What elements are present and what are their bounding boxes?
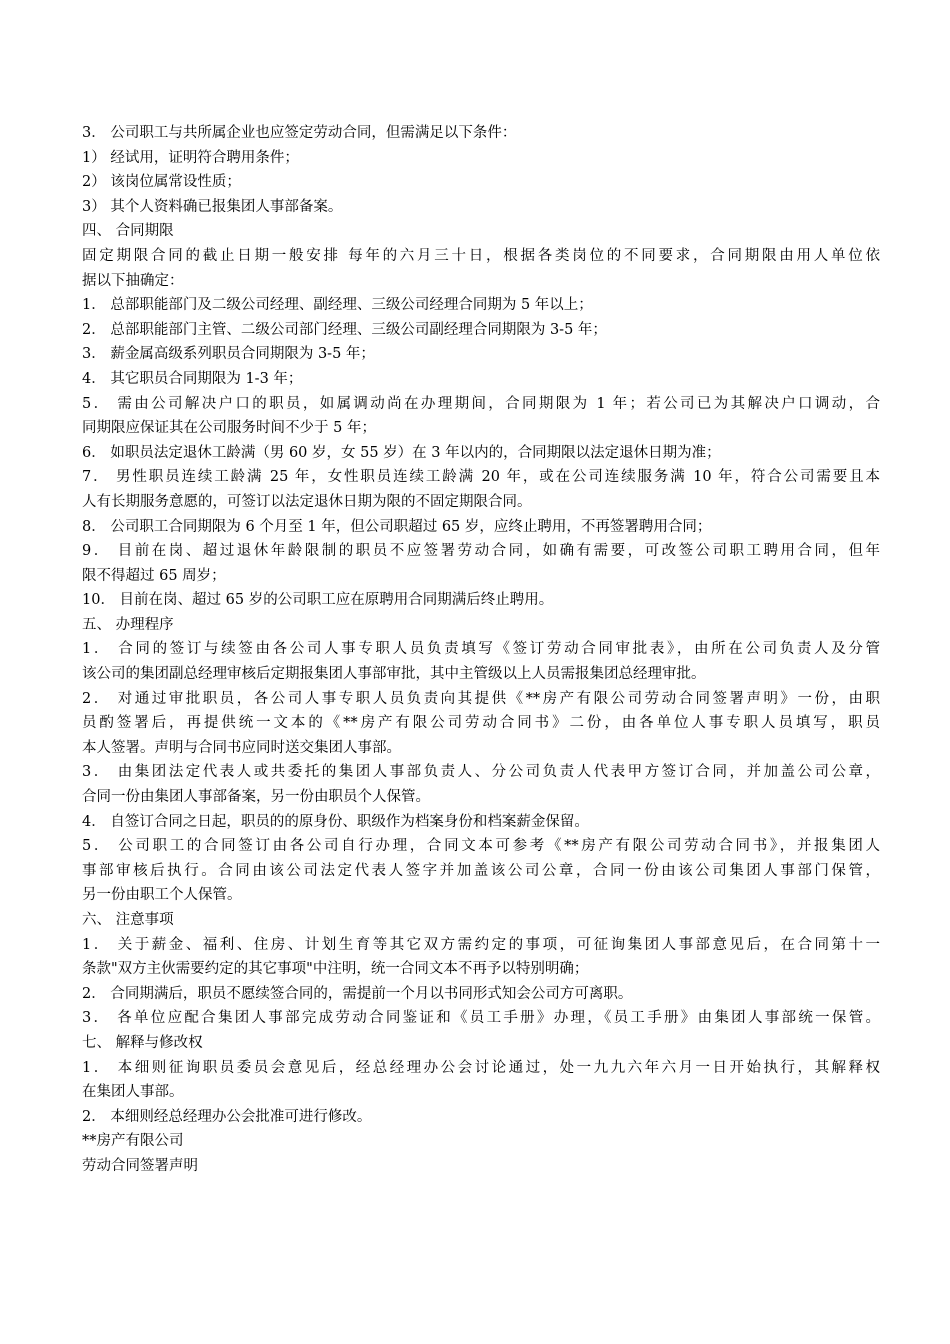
- text-line: 事部审核后执行。合同由该公司法定代表人签字并加盖该公司公章，合同一份由该公司集团人事部门保管，: [82, 862, 880, 879]
- text-line: 该公司的集团副总经理审核后定期报集团人事部审批，其中主管级以上人员需报集团总经理审批。: [82, 666, 706, 683]
- text-line: 9． 目前在岗、超过退休年龄限制的职员不应签署劳动合同，如确有需要，可改签公司职工聘用合同，但年: [82, 543, 880, 560]
- text-line: 1． 本细则征询职员委员会意见后，经总经理办公会讨论通过，处一九九六年六月一日开始执行，其解释权: [82, 1059, 880, 1076]
- text-line: 据以下抽确定：: [82, 272, 184, 289]
- text-line: 另一份由职工个人保管。: [82, 887, 242, 904]
- text-line: 5． 需由公司解决户口的职员，如属调动尚在办理期间，合同期限为 1 年；若公司已为其解决户口调动，合: [82, 395, 880, 412]
- text-line: 2） 该岗位属常设性质；: [82, 174, 241, 191]
- text-line: 7． 男性职员连续工龄满 25 年，女性职员连续工龄满 20 年，或在公司连续服务满 10 年，符合公司需要且本: [82, 469, 880, 486]
- text-line: 1） 经试用，证明符合聘用条件；: [82, 149, 299, 166]
- text-line: 2． 本细则经总经理办公会批准可进行修改。: [82, 1108, 372, 1125]
- text-line: 5． 公司职工的合同签订由各公司自行办理，合同文本可参考《**房产有限公司劳动合同书》，并报集团人: [82, 838, 880, 855]
- text-line: 本人签署。声明与合同书应同时送交集团人事部。: [82, 739, 401, 756]
- text-line: 人有长期服务意愿的，可签订以法定退休日期为限的不固定期限合同。: [82, 493, 532, 510]
- document-body: [82, 121, 880, 1179]
- text-line: 合同一份由集团人事部备案，另一份由职员个人保管。: [82, 789, 430, 806]
- text-line: 同期限应保证其在公司服务时间不少于 5 年；: [82, 420, 376, 437]
- text-line: 条款"双方主伙需要约定的其它事项"中注明，统一合同文本不再予以特别明确；: [82, 961, 589, 978]
- text-line: 8． 公司职工合同期限为 6 个月至 1 年，但公司职超过 65 岁，应终止聘用，不再签署聘用合同；: [82, 518, 712, 535]
- text-line: **房产有限公司: [82, 1133, 184, 1150]
- text-line: 4． 其它职员合同期限为 1-3 年；: [82, 370, 303, 387]
- text-line: 劳动合同签署声明: [82, 1157, 198, 1174]
- text-line: 10． 目前在岗、超过 65 岁的公司职工应在原聘用合同期满后终止聘用。: [82, 592, 554, 609]
- text-line: 2． 总部职能部门主管、二级公司部门经理、三级公司副经理合同期限为 3-5 年；: [82, 321, 607, 338]
- text-line: 3． 各单位应配合集团人事部完成劳动合同鉴证和《员工手册》办理，《员工手册》由集团人事部统一保管。: [82, 1010, 880, 1027]
- text-line: 限不得超过 65 周岁；: [82, 567, 226, 584]
- text-line: 2． 合同期满后，职员不愿续签合同的，需提前一个月以书同形式知会公司方可离职。: [82, 985, 633, 1002]
- text-line: 1． 合同的签订与续签由各公司人事专职人员负责填写《签订劳动合同审批表》，由所在公司负责人及分管: [82, 641, 880, 658]
- text-line: 6． 如职员法定退休工龄满（男 60 岁，女 55 岁）在 3 年以内的，合同期限以法定退休日期为准；: [82, 444, 721, 461]
- text-line: 在集团人事部。: [82, 1084, 184, 1101]
- text-line: 4． 自签订合同之日起，职员的的原身份、职级作为档案身份和档案薪金保留。: [82, 813, 589, 830]
- text-line: 3． 薪金属高级系列职员合同期限为 3-5 年；: [82, 346, 375, 363]
- text-line: 员酌签署后，再提供统一文本的《**房产有限公司劳动合同书》二份，由各单位人事专职人员填写，职员: [82, 715, 880, 732]
- text-line: 3． 公司职工与共所属企业也应签定劳动合同，但需满足以下条件：: [82, 125, 517, 141]
- text-line: 1． 关于薪金、福利、住房、计划生育等其它双方需约定的事项，可征询集团人事部意见后，在合同第十一: [82, 936, 880, 953]
- text-line: 四、 合同期限: [82, 223, 174, 240]
- text-line: 3． 由集团法定代表人或共委托的集团人事部负责人、分公司负责人代表甲方签订合同，并加盖公司公章，: [82, 764, 880, 781]
- text-line: 固定期限合同的截止日期一般安排 每年的六月三十日，根据各类岗位的不同要求，合同期限由用人单位依: [82, 247, 880, 264]
- text-line: 2． 对通过审批职员，各公司人事专职人员负责向其提供《**房产有限公司劳动合同签署声明》一份，由职: [82, 690, 880, 707]
- text-line: 七、 解释与修改权: [82, 1034, 203, 1051]
- text-line: 五、 办理程序: [82, 616, 174, 633]
- text-line: 3） 其个人资料确已报集团人事部备案。: [82, 198, 343, 215]
- text-line: 六、 注意事项: [82, 912, 174, 928]
- text-line: 1． 总部职能部门及二级公司经理、副经理、三级公司经理合同期为 5 年以上；: [82, 297, 593, 314]
